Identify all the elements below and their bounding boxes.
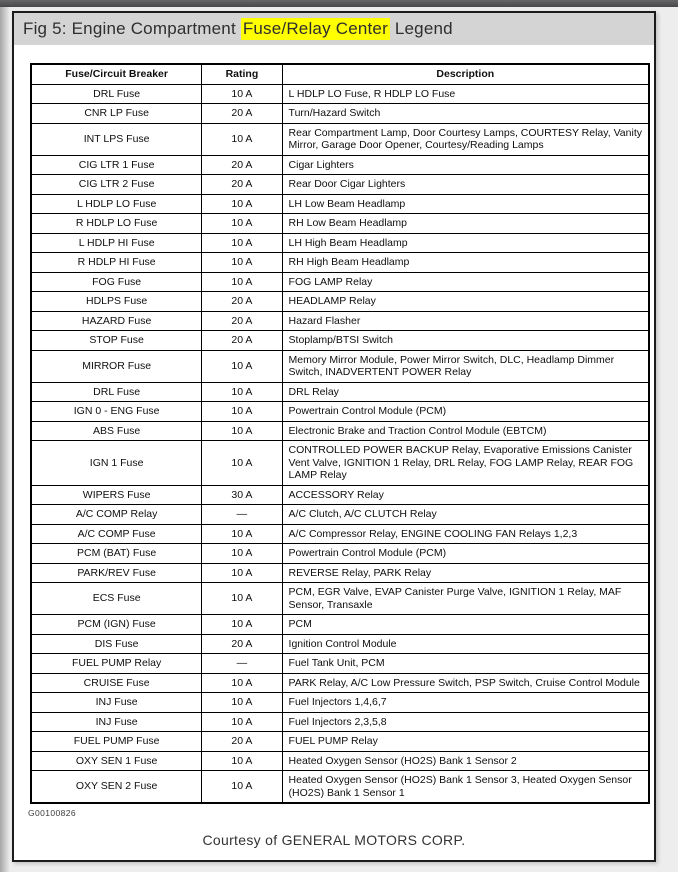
table-row [31,693,649,713]
header-row [31,64,649,84]
rating-cell: 10 A [202,272,282,292]
rating-cell: 10 A [202,421,282,441]
fuse-name-cell: CIG LTR 1 Fuse [31,155,202,175]
fuse-name-cell: R HDLP LO Fuse [31,214,202,234]
fuse-name-cell: PCM (IGN) Fuse [31,615,202,635]
column-header-description: Description [282,64,649,84]
fuse-name-cell: CIG LTR 2 Fuse [31,175,202,195]
rating-cell: 20 A [202,104,282,124]
description-cell: Powertrain Control Module (PCM) [282,402,649,422]
fuse-name-cell: ABS Fuse [31,421,202,441]
fuse-name-cell: A/C COMP Relay [31,505,202,525]
rating-cell: 20 A [202,155,282,175]
courtesy-text: Courtesy of GENERAL MOTORS CORP. [202,832,466,848]
description-cell: RH High Beam Headlamp [282,253,649,273]
rating-cell: 20 A [202,292,282,312]
description-cell: REVERSE Relay, PARK Relay [282,563,649,583]
table-row [31,104,649,124]
table-row [31,155,649,175]
rating-cell: 20 A [202,732,282,752]
table-row [31,311,649,331]
description-cell: CONTROLLED POWER BACKUP Relay, Evaporative Emissions Canister Vent Valve, IGNITION 1 Relay, DRL Relay, FOG LAMP Relay, REAR FOG LAMP Relay [282,441,649,486]
table-row [31,771,649,804]
rating-cell: 10 A [202,693,282,713]
description-cell: HEADLAMP Relay [282,292,649,312]
rating-cell: 10 A [202,194,282,214]
fuse-name-cell: A/C COMP Fuse [31,524,202,544]
description-cell: Powertrain Control Module (PCM) [282,544,649,564]
table-row [31,292,649,312]
rating-cell: 10 A [202,712,282,732]
fuse-name-cell: PCM (BAT) Fuse [31,544,202,564]
table-row [31,544,649,564]
figure-number: G00100826 [28,808,77,818]
description-cell: LH High Beam Headlamp [282,233,649,253]
description-cell: Rear Compartment Lamp, Door Courtesy Lamps, COURTESY Relay, Vanity Mirror, Garage Door Opener, Courtesy/Reading Lamps [282,123,649,155]
fuse-name-cell: CRUISE Fuse [31,673,202,693]
rating-cell: 10 A [202,583,282,615]
fuse-name-cell: L HDLP HI Fuse [31,233,202,253]
table-row [31,712,649,732]
table-row [31,272,649,292]
table-row [31,654,649,674]
table-row [31,615,649,635]
rating-cell: 20 A [202,634,282,654]
fuse-name-cell: IGN 1 Fuse [31,441,202,486]
rating-cell: 10 A [202,123,282,155]
table-row [31,331,649,351]
description-cell: Heated Oxygen Sensor (HO2S) Bank 1 Sensor 3, Heated Oxygen Sensor (HO2S) Bank 1 Sensor 1 [282,771,649,804]
table-row [31,751,649,771]
rating-cell: 30 A [202,485,282,505]
description-cell: FOG LAMP Relay [282,272,649,292]
fuse-name-cell: CNR LP Fuse [31,104,202,124]
fuse-name-cell: DRL Fuse [31,382,202,402]
table-row [31,253,649,273]
fuse-name-cell: HDLPS Fuse [31,292,202,312]
rating-cell: 10 A [202,214,282,234]
table-row [31,350,649,382]
fuse-name-cell: WIPERS Fuse [31,485,202,505]
figure-title-bar [14,13,654,45]
fuse-name-cell: HAZARD Fuse [31,311,202,331]
description-cell: FUEL PUMP Relay [282,732,649,752]
fuse-table-header [31,64,649,84]
rating-cell: 10 A [202,350,282,382]
description-cell: Memory Mirror Module, Power Mirror Switch, DLC, Headlamp Dimmer Switch, INADVERTENT POWER Relay [282,350,649,382]
description-cell: Hazard Flasher [282,311,649,331]
description-cell: Heated Oxygen Sensor (HO2S) Bank 1 Sensor 2 [282,751,649,771]
fuse-table-body [31,84,649,803]
rating-cell: 10 A [202,441,282,486]
table-row [31,233,649,253]
table-row [31,194,649,214]
fuse-name-cell: DRL Fuse [31,84,202,104]
figure-title-highlight: Fuse/Relay Center [242,19,388,38]
fuse-name-cell: ECS Fuse [31,583,202,615]
fuse-name-cell: DIS Fuse [31,634,202,654]
rating-cell: — [202,654,282,674]
rating-cell: 10 A [202,402,282,422]
rating-cell: — [202,505,282,525]
description-cell: L HDLP LO Fuse, R HDLP LO Fuse [282,84,649,104]
rating-cell: 10 A [202,563,282,583]
rating-cell: 20 A [202,331,282,351]
table-row [31,563,649,583]
rating-cell: 10 A [202,382,282,402]
table-row [31,402,649,422]
description-cell: ACCESSORY Relay [282,485,649,505]
fuse-name-cell: INT LPS Fuse [31,123,202,155]
table-row [31,505,649,525]
figure-title-suffix: Legend [389,19,453,38]
description-cell: Fuel Tank Unit, PCM [282,654,649,674]
rating-cell: 10 A [202,253,282,273]
fuse-name-cell: FUEL PUMP Fuse [31,732,202,752]
table-row [31,485,649,505]
description-cell: PCM, EGR Valve, EVAP Canister Purge Valve, IGNITION 1 Relay, MAF Sensor, Transaxle [282,583,649,615]
rating-cell: 10 A [202,771,282,804]
description-cell: Cigar Lighters [282,155,649,175]
description-cell: Fuel Injectors 1,4,6,7 [282,693,649,713]
table-row [31,583,649,615]
figure-panel [12,11,656,862]
table-row [31,84,649,104]
rating-cell: 10 A [202,84,282,104]
table-row [31,214,649,234]
description-cell: DRL Relay [282,382,649,402]
table-row [31,421,649,441]
table-row [31,382,649,402]
fuse-name-cell: OXY SEN 2 Fuse [31,771,202,804]
rating-cell: 10 A [202,751,282,771]
fuse-name-cell: STOP Fuse [31,331,202,351]
table-row [31,634,649,654]
table-row [31,673,649,693]
fuse-name-cell: INJ Fuse [31,712,202,732]
page-edge-shade [0,0,10,872]
rating-cell: 10 A [202,233,282,253]
description-cell: Electronic Brake and Traction Control Module (EBTCM) [282,421,649,441]
rating-cell: 10 A [202,673,282,693]
fuse-name-cell: INJ Fuse [31,693,202,713]
rating-cell: 10 A [202,544,282,564]
fuse-name-cell: MIRROR Fuse [31,350,202,382]
description-cell: Rear Door Cigar Lighters [282,175,649,195]
column-header-rating: Rating [202,64,282,84]
description-cell: RH Low Beam Headlamp [282,214,649,234]
description-cell: LH Low Beam Headlamp [282,194,649,214]
description-cell: Stoplamp/BTSI Switch [282,331,649,351]
column-header-fuse: Fuse/Circuit Breaker [31,64,202,84]
description-cell: Fuel Injectors 2,3,5,8 [282,712,649,732]
rating-cell: 20 A [202,311,282,331]
description-cell: PCM [282,615,649,635]
description-cell: A/C Clutch, A/C CLUTCH Relay [282,505,649,525]
description-cell: PARK Relay, A/C Low Pressure Switch, PSP Switch, Cruise Control Module [282,673,649,693]
fuse-name-cell: PARK/REV Fuse [31,563,202,583]
fuse-name-cell: OXY SEN 1 Fuse [31,751,202,771]
fuse-name-cell: FOG Fuse [31,272,202,292]
table-row [31,732,649,752]
fuse-name-cell: L HDLP LO Fuse [31,194,202,214]
rating-cell: 10 A [202,524,282,544]
top-window-bar [0,0,678,7]
rating-cell: 10 A [202,615,282,635]
description-cell: Turn/Hazard Switch [282,104,649,124]
fuse-name-cell: R HDLP HI Fuse [31,253,202,273]
table-row [31,441,649,486]
figure-title-prefix: Fig 5: Engine Compartment [23,19,241,38]
fuse-legend-table [30,63,650,804]
description-cell: Ignition Control Module [282,634,649,654]
fuse-name-cell: IGN 0 - ENG Fuse [31,402,202,422]
table-row [31,524,649,544]
description-cell: A/C Compressor Relay, ENGINE COOLING FAN Relays 1,2,3 [282,524,649,544]
table-row [31,175,649,195]
rating-cell: 20 A [202,175,282,195]
table-row [31,123,649,155]
fuse-name-cell: FUEL PUMP Relay [31,654,202,674]
